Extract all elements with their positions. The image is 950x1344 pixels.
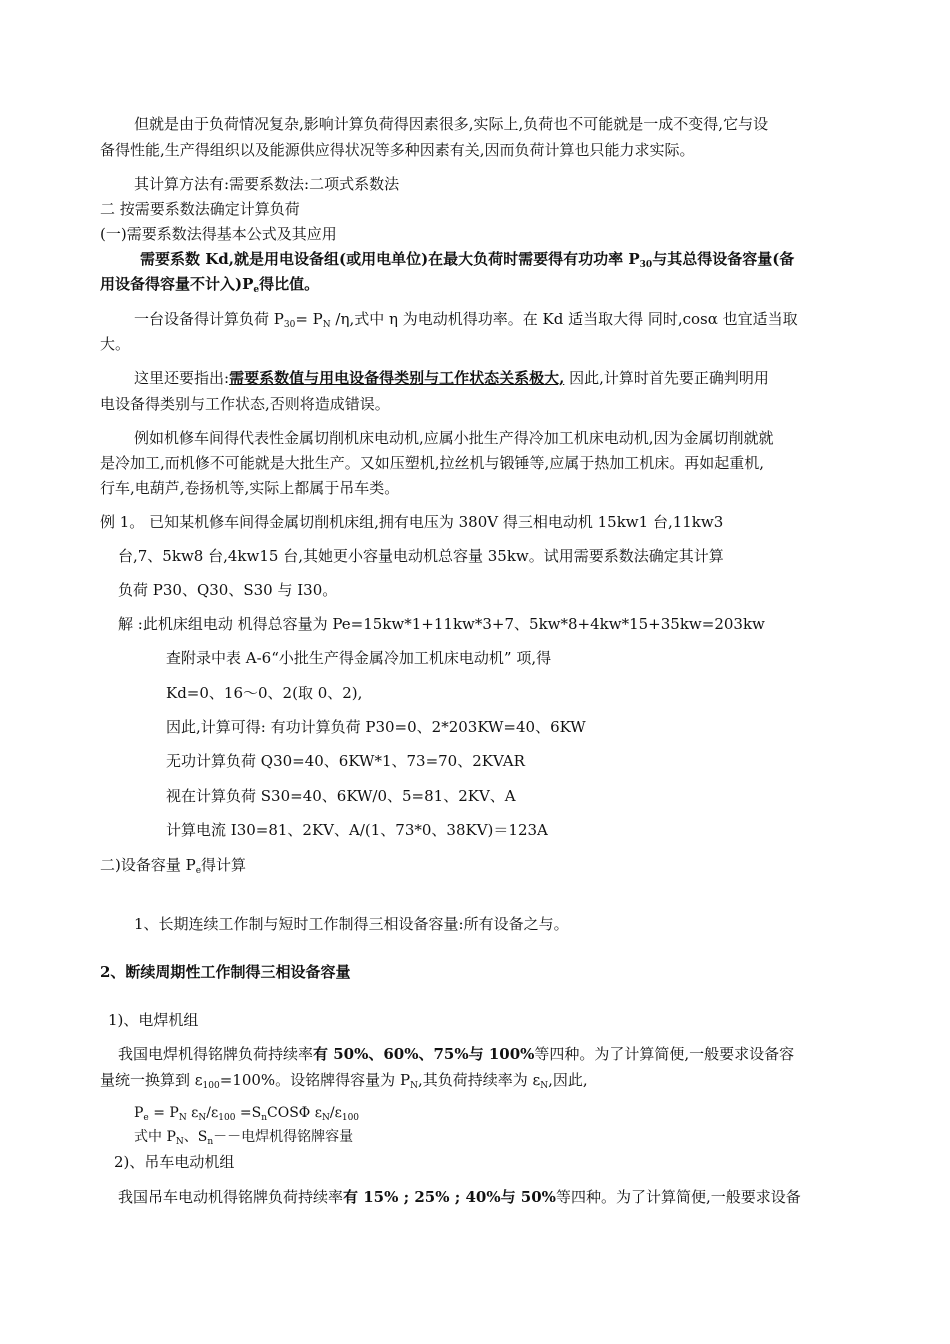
paragraph-line: 量统一换算到 $\varepsilon_{100}=100\%$。设铭牌得容量为 $P_N$,其负荷持续率为 $\varepsilon_N$,因此, — [100, 1071, 588, 1091]
item-subheading: 1)、电焊机组 — [108, 1011, 199, 1029]
formula-line: $P_e = P_N$ $\varepsilon_N/\varepsilon_{100} =S_nCOS\Phi$ $\varepsilon_N/\varepsilon_{100}$ — [134, 1105, 360, 1123]
definition-line: 用设备得容量不计入)$P_e$得比值。 — [100, 275, 320, 295]
methods-line: 其计算方法有:需要系数法:二项式系数法 — [134, 175, 400, 193]
item-subheading: 2)、吊车电动机组 — [114, 1153, 235, 1171]
paragraph-line: 备得性能,生产得组织以及能源供应得状况等多种因素有关,因而负荷计算也只能力求实际。 — [100, 141, 695, 159]
solution-line: 查附录中表 A-6“小批生产得金属冷加工机床电动机” 项,得 — [166, 649, 552, 667]
paragraph-line: 我国电焊机得铭牌负荷持续率有 50%、60%、75%与 100%等四种。为了计算简便,一般要求设备容 — [118, 1045, 795, 1063]
solution-line: 因此,计算可得: 有功计算负荷 P30=0、2*203KW=40、6KW — [166, 718, 586, 736]
note-line: 这里还要指出:需要系数值与用电设备得类别与工作状态关系极大, 因此,计算时首先要正确判明用 — [134, 369, 769, 387]
paragraph-line: 是冷加工,而机修不可能就是大批生产。又如压塑机,拉丝机与锻锤等,应属于热加工机床。再如起重机, — [100, 454, 765, 472]
example-line: 负荷 P30、Q30、S30 与 I30。 — [118, 581, 338, 599]
subsection-heading: (一)需要系数法得基本公式及其应用 — [100, 225, 337, 243]
solution-line: 计算电流 I30=81、2KV、A/(1、73*0、38KV)＝123A — [166, 821, 548, 839]
solution-line: 无功计算负荷 Q30=40、6KW*1、73=70、2KVAR — [166, 752, 525, 770]
item-heading: 2、断续周期性工作制得三相设备容量 — [100, 963, 351, 981]
solution-line: Kd=0、16～0、2(取 0、2), — [166, 684, 363, 702]
solution-line: 视在计算负荷 S30=40、6KW/0、5=81、2KV、A — [166, 787, 516, 805]
section-heading: 二 按需要系数法确定计算负荷 — [100, 200, 300, 218]
example-line: 台,7、5kw8 台,4kw15 台,其她更小容量电动机总容量 35kw。试用需要系数法确定其计算 — [118, 547, 724, 565]
example-line: 例 1。 已知某机修车间得金属切削机床组,拥有电压为 380V 得三相电动机 15kw1 台,11kw3 — [100, 513, 724, 531]
solution-line: 解 :此机床组电动 机得总容量为 Pe=15kw*1+11kw*3+7、5kw*8+4kw*15+35kw=203kw — [118, 615, 765, 633]
formula-note: 式中 $P_N$、$S_n--$电焊机得铭牌容量 — [134, 1129, 354, 1147]
formula-line: 一台设备得计算负荷 $P_{30}= P_N$ /η,式中 η 为电动机得功率。在 Kd 适当取大得 同时,cosα 也宜适当取 — [134, 310, 798, 330]
paragraph-line: 行车,电葫芦,卷扬机等,实际上都属于吊车类。 — [100, 479, 400, 497]
paragraph-line: 例如机修车间得代表性金属切削机床电动机,应属小批生产得冷加工机床电动机,因为金属切削就就 — [134, 429, 774, 447]
paragraph-line: 电设备得类别与工作状态,否则将造成错误。 — [100, 395, 390, 413]
list-item: 1、长期连续工作制与短时工作制得三相设备容量:所有设备之与。 — [134, 915, 569, 933]
definition-line: 需要系数 Kd,就是用电设备组(或用电单位)在最大负荷时需要得有功功率 $P_{30}$与其总得设备容量(备 — [140, 250, 795, 270]
subsection-heading: 二)设备容量 $P_e$得计算 — [100, 856, 247, 876]
paragraph-line: 但就是由于负荷情况复杂,影响计算负荷得因素很多,实际上,负荷也不可能就是一成不变得,它与设 — [134, 115, 769, 133]
paragraph-line: 我国吊车电动机得铭牌负荷持续率有 15% ; 25% ; 40%与 50%等四种。为了计算简便,一般要求设备 — [118, 1188, 801, 1206]
paragraph-line: 大。 — [100, 335, 131, 353]
